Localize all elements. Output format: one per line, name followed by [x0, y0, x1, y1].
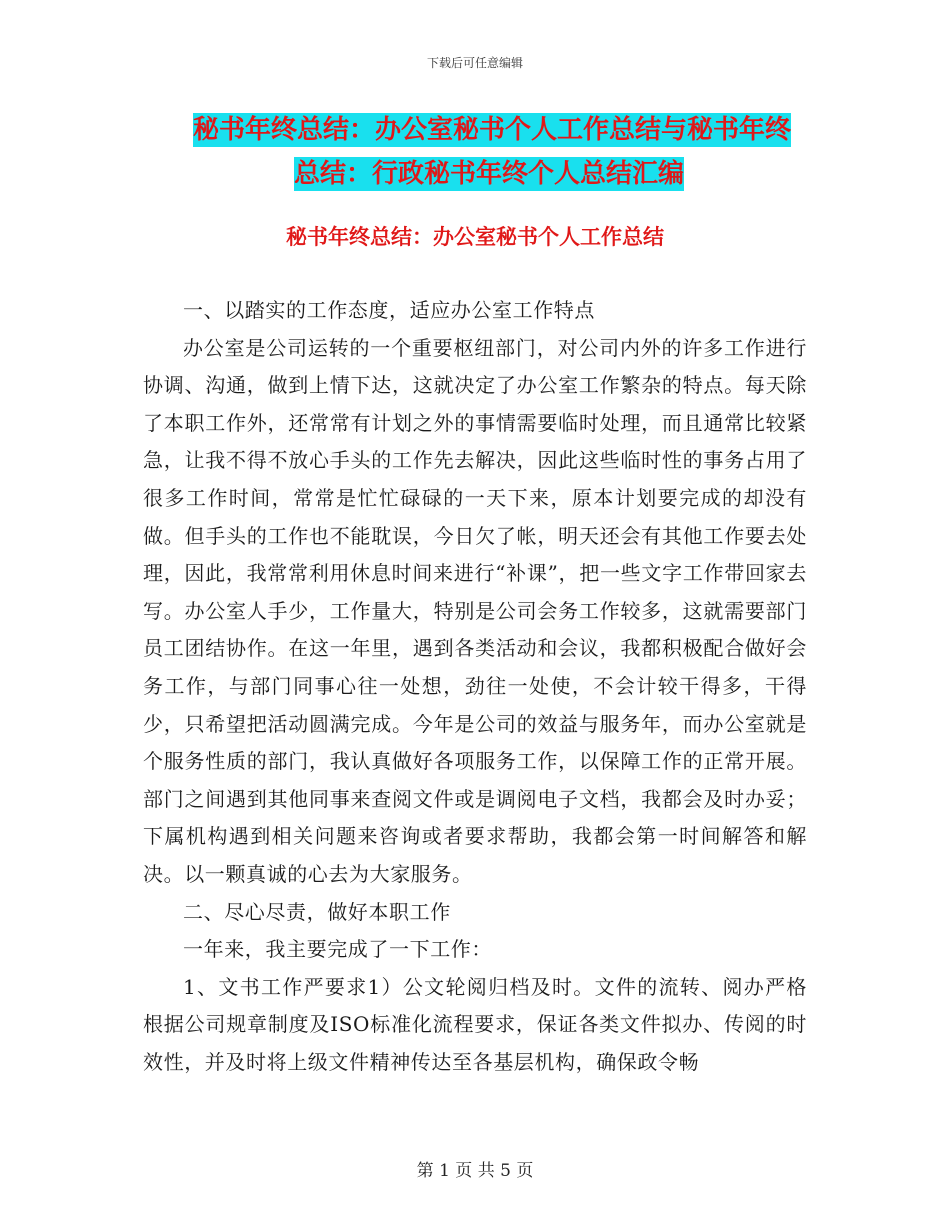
section-title: 秘书年终总结：办公室秘书个人工作总结 — [286, 225, 664, 249]
paragraph-heading-1: 一、以踏实的工作态度，适应办公室工作特点 — [183, 298, 595, 322]
paragraph: 一年来，我主要完成了一下工作： — [183, 937, 492, 962]
paragraph-heading-2: 二、尽心尽责，做好本职工作 — [183, 899, 451, 924]
body-text — [143, 292, 807, 1081]
document-title — [193, 108, 813, 196]
paragraph: 办公室是公司运转的一个重要枢纽部门，对公司内外的许多工作进行协调、沟通，做到上情下达，这就决定了办公室工作繁杂的特点。每天除了本职工作外，还常常有计划之外的事情需要临时处理，而且通常比较紧急，让我不得不放心手头的工作先去解决，因此这些临时性的事务占用了很多工作时间，常常是忙忙碌碌的一天下来，原本计划要完成的却没有做。但手头的工作也不能耽误，今日欠了帐，明天还会有其他工作要去处理，因此，我常常利用休息时间来进行“补课”，把一些文字工作带回家去写。办公室人手少，工作量大，特别是公司会务工作较多，这就需要部门员工团结协作。在这一年里，遇到各类活动和会议，我都积极配合做好会务工作，与部门同事心往一处想，劲往一处使，不会计较干得多，干得少，只希望把活动圆满完成。今年是公司的效益与服务年，而办公室就是个服务性质的部门，我认真做好各项服务工作，以保障工作的正常开展。部门之间遇到其他同事来查阅文件或是调阅电子文档，我都会及时办妥；下属机构遇到相关问题来咨询或者要求帮助，我都会第一时间解答和解决。以一颗真诚的心去为大家服务。 — [143, 335, 807, 886]
title-line-2: 总结：行政秘书年终个人总结汇编 — [293, 159, 684, 189]
page-number: 第 1 页 共 5 页 — [416, 1161, 534, 1181]
header-note: 下载后可任意编辑 — [426, 56, 523, 70]
title-line-1: 秘书年终总结：办公室秘书个人工作总结与秘书年终 — [193, 115, 792, 145]
paragraph: 1、文书工作严要求1）公文轮阅归档及时。文件的流转、阅办严格根据公司规章制度及ISO标准化流程要求，保证各类文件拟办、传阅的时效性，并及时将上级文件精神传达至各基层机构，确保政令畅 — [143, 974, 807, 1074]
